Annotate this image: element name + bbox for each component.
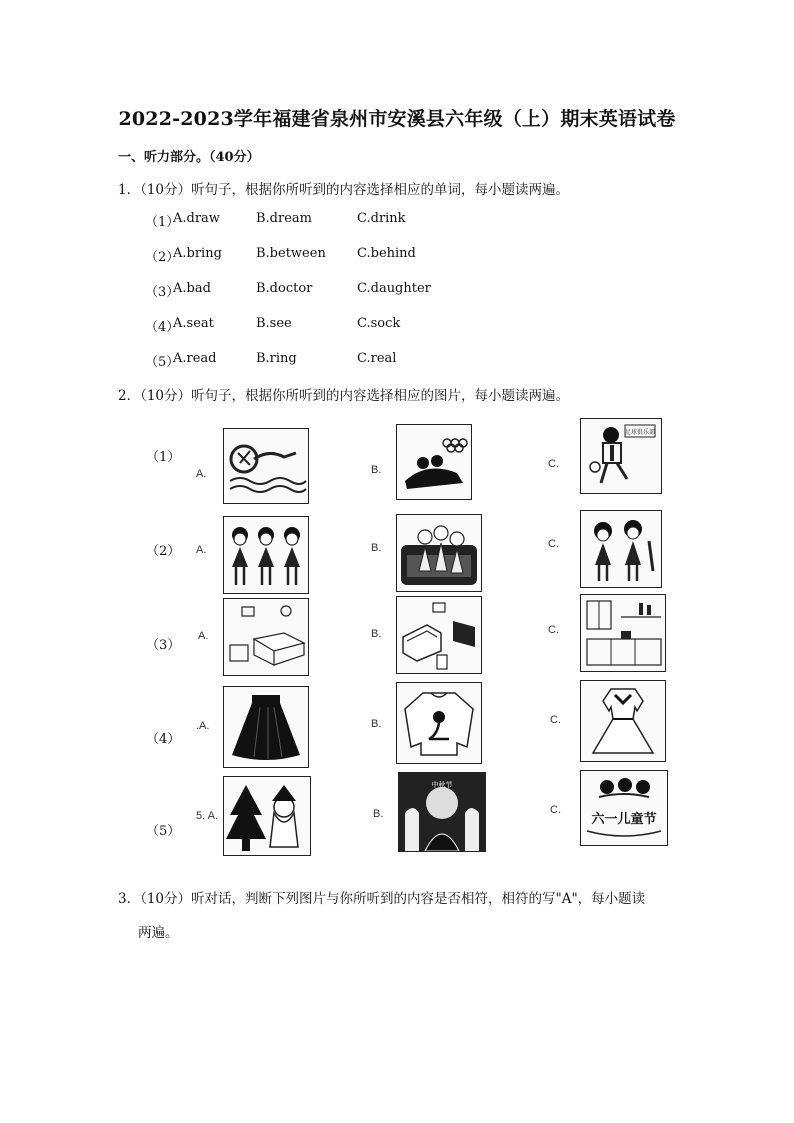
label-c: C. (548, 458, 559, 470)
option-a: A.draw (173, 211, 220, 226)
living-room-icon (396, 596, 482, 674)
q2-picture-row (0, 508, 794, 598)
football-player-icon (580, 418, 662, 494)
label-a: A. (198, 630, 209, 642)
section-heading: 一、听力部分。（40分） (118, 150, 260, 165)
q2-picture-row (0, 770, 794, 860)
label-b: B. (371, 542, 382, 554)
item-number: （3） (145, 285, 180, 300)
three-girls-icon (223, 516, 309, 594)
mid-autumn-icon (398, 772, 486, 852)
club-sign-text: 足球俱乐部 (624, 429, 656, 436)
option-c: C.drink (357, 211, 406, 226)
row-number: （2） (146, 544, 181, 559)
option-b: B.doctor (256, 281, 313, 296)
label-b: B. (371, 464, 382, 476)
row-number: （3） (146, 638, 181, 653)
childrens-day-sign-text: 六一儿童节 (591, 812, 657, 827)
item-number: （4） (145, 320, 180, 335)
label-a: 5. A. (196, 810, 219, 822)
label-b: B. (373, 808, 384, 820)
label-b: B. (371, 718, 382, 730)
girls-on-sofa-icon (396, 514, 482, 592)
row-number: （4） (146, 732, 181, 747)
christmas-icon (223, 776, 311, 856)
two-girls-icon (580, 510, 662, 588)
item-number: （5） (145, 355, 180, 370)
sweater-icon (396, 682, 482, 764)
option-b: B.ring (256, 351, 297, 366)
row-number: （1） (146, 450, 181, 465)
row-number: （5） (146, 824, 181, 839)
option-c: C.real (357, 351, 397, 366)
option-c: C.sock (357, 316, 401, 331)
label-c: C. (550, 804, 561, 816)
question-3-line-2: 两遍。 (138, 925, 179, 941)
option-c: C.daughter (357, 281, 431, 296)
option-b: B.see (256, 316, 292, 331)
q2-picture-row (0, 680, 794, 770)
label-c: C. (550, 714, 561, 726)
label-a: A. (196, 544, 207, 556)
option-a: A.read (173, 351, 217, 366)
dress-icon (580, 680, 666, 762)
label-c: C. (548, 624, 559, 636)
label-b: B. (371, 628, 382, 640)
option-a: A.bring (173, 246, 222, 261)
q2-picture-row (0, 418, 794, 508)
skirt-icon (223, 686, 309, 768)
question-3-line-1: 3．（10分）听对话，判断下列图片与你所听到的内容是否相符，相符的写"A"，每小题读 (118, 891, 646, 907)
q2-picture-row (0, 594, 794, 684)
page-title: 2022-2023学年福建省泉州市安溪县六年级（上）期末英语试卷 (118, 108, 676, 130)
swimming-icon (223, 428, 309, 504)
question-3-stem (118, 882, 678, 950)
bedroom-icon (223, 598, 309, 676)
kitchen-icon (580, 594, 666, 672)
option-a: A.seat (173, 316, 214, 331)
label-a: .A. (196, 720, 210, 732)
label-a: A. (196, 468, 207, 480)
option-a: A.bad (173, 281, 211, 296)
childrens-day-icon (580, 770, 668, 846)
option-c: C.behind (357, 246, 416, 261)
label-c: C. (548, 538, 559, 550)
rowing-icon (396, 424, 472, 500)
option-b: B.dream (256, 211, 312, 226)
option-b: B.between (256, 246, 326, 261)
item-number: （2） (145, 250, 180, 265)
item-number: （1） (145, 215, 180, 230)
question-2-stem: 2．（10分）听句子，根据你所听到的内容选择相应的图片，每小题读两遍。 (118, 388, 570, 404)
festival-sign-text: 中秋节 (431, 781, 453, 789)
question-1-stem: 1．（10分）听句子，根据你所听到的内容选择相应的单词，每小题读两遍。 (118, 182, 570, 198)
